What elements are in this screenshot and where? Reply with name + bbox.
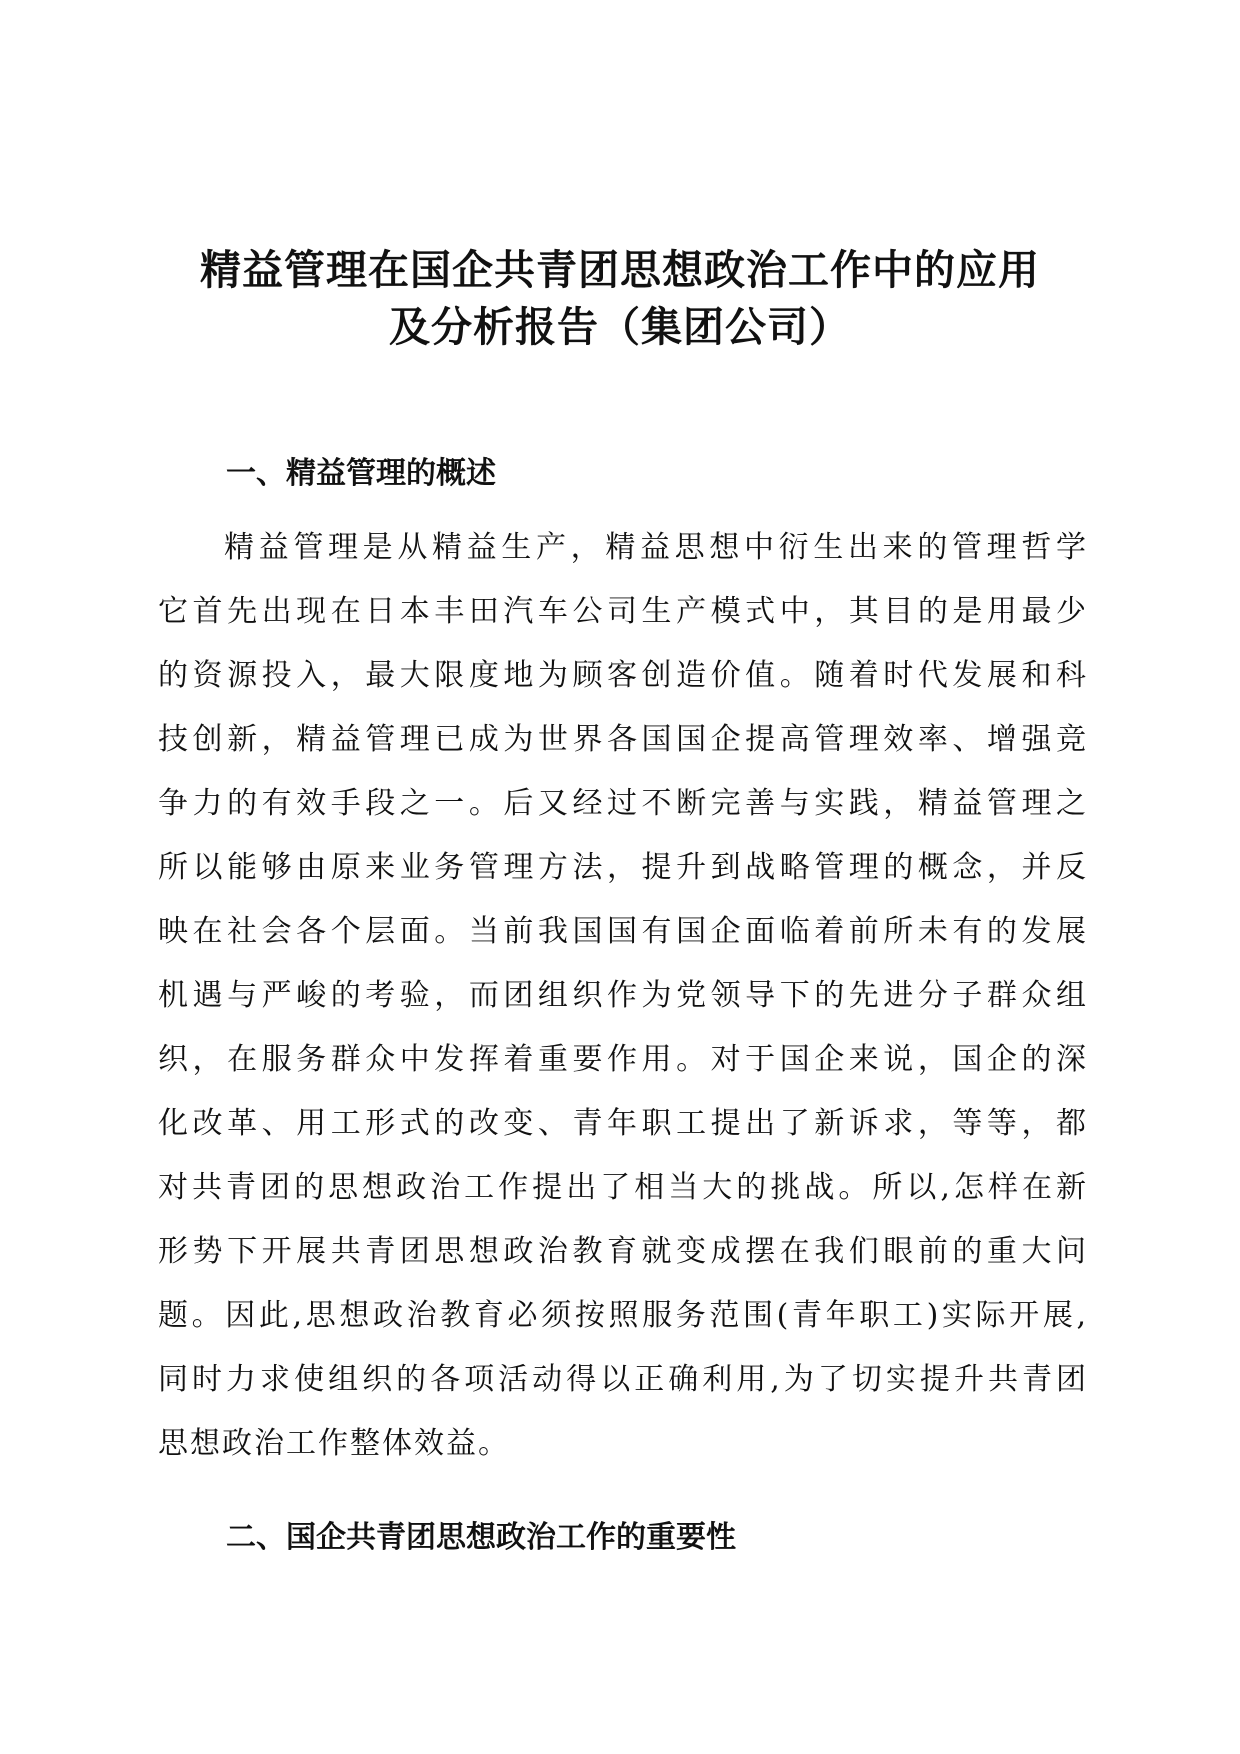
- paragraph-line: 对共青团的思想政治工作提出了相当大的挑战。所以,怎样在新: [158, 1170, 1088, 1205]
- paragraph-line: 争力的有效手段之一。后又经过不断完善与实践，精益管理之: [158, 786, 1088, 821]
- section-paragraph-overview: [158, 516, 1088, 1476]
- paragraph-line: 织，在服务群众中发挥着重要作用。对于国企来说，国企的深: [158, 1042, 1088, 1077]
- title-line-1: 精益管理在国企共青团思想政治工作中的应用: [200, 246, 1040, 294]
- paragraph-line: 所以能够由原来业务管理方法，提升到战略管理的概念，并反: [158, 850, 1088, 885]
- section-heading-importance: 二、国企共青团思想政治工作的重要性: [226, 1520, 736, 1555]
- paragraph-line: 同时力求使组织的各项活动得以正确利用,为了切实提升共青团: [158, 1362, 1088, 1397]
- paragraph-line: 题。因此,思想政治教育必须按照服务范围(青年职工)实际开展,: [158, 1298, 1088, 1333]
- paragraph-line: 形势下开展共青团思想政治教育就变成摆在我们眼前的重大问: [158, 1234, 1088, 1269]
- document-body: [158, 450, 1088, 1562]
- paragraph-line: 化改革、用工形式的改变、青年职工提出了新诉求，等等，都: [158, 1106, 1088, 1141]
- section-heading-overview: 一、精益管理的概述: [226, 456, 496, 491]
- paragraph-line: 映在社会各个层面。当前我国国有国企面临着前所未有的发展: [158, 914, 1088, 949]
- document-title: [140, 243, 1100, 354]
- paragraph-line: 技创新，精益管理已成为世界各国国企提高管理效率、增强竞: [158, 722, 1088, 757]
- paragraph-line: 思想政治工作整体效益。: [158, 1426, 510, 1461]
- paragraph-line: 精益管理是从精益生产，精益思想中衍生出来的管理哲学: [224, 530, 1088, 565]
- title-line-2: 及分析报告（集团公司）: [389, 303, 851, 351]
- paragraph-line: 它首先出现在日本丰田汽车公司生产模式中，其目的是用最少: [158, 594, 1088, 629]
- paragraph-line: 机遇与严峻的考验，而团组织作为党领导下的先进分子群众组: [158, 978, 1088, 1013]
- paragraph-line: 的资源投入，最大限度地为顾客创造价值。随着时代发展和科: [158, 658, 1088, 693]
